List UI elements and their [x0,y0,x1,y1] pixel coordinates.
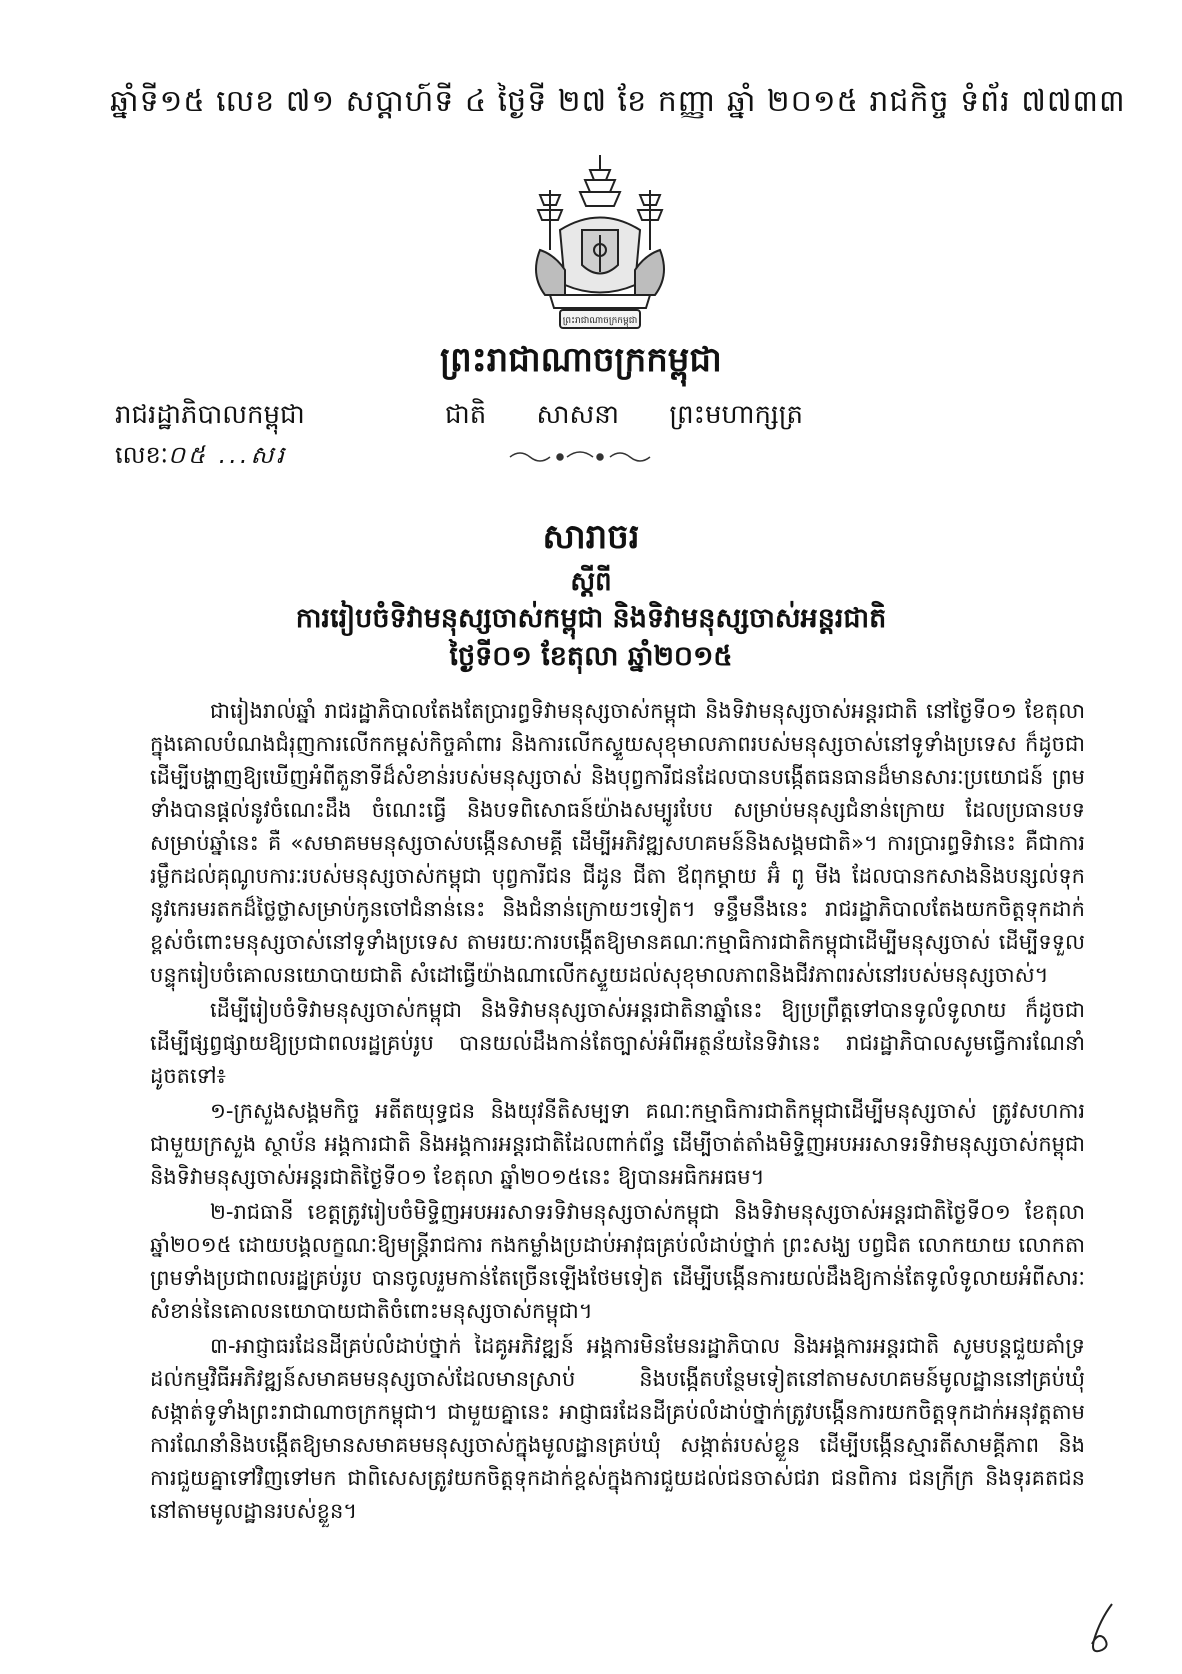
subject-title: ការរៀបចំទិវាមនុស្សចាស់កម្ពុជា និងទិវាមនុស្សចាស់អន្តរជាតិ [295,603,887,634]
document-type: សារាចរ [542,517,640,557]
reference-value: ០៥ ...សរ [168,441,287,469]
body-paragraph-intro: ជារៀងរាល់ឆ្នាំ រាជរដ្ឋាភិបាលតែងតែប្រារព្ធទិវាមនុស្សចាស់កម្ពុជា និងទិវាមនុស្សចាស់អន្តរជាតិ នៅថ្ងៃទី០១ ខែតុលា ក្នុងគោលបំណងជំរុញការលើកកម្ពស់កិច្ចគាំពារ និងការលើកស្ទួយសុខុមាលភាពរបស់មនុស្សចាស់នៅទូទាំងប្រទេស ក៏ដូចជាដើម្បីបង្ហាញឱ្យឃើញអំពីតួនាទីដ៏សំខាន់របស់មនុស្សចាស់ និងបុព្វការីជនដែលបានបង្កើតធនធានដ៏មានសារៈប្រយោជន៍ ព្រមទាំងបានផ្តល់នូវចំណេះដឹង ចំណេះធ្វើ និងបទពិសោធន៍យ៉ាងសម្បូរបែប សម្រាប់មនុស្សជំនាន់ក្រោយ ដែលប្រធានបទសម្រាប់ឆ្នាំនេះ គឺ «សមាគមមនុស្សចាស់បង្កើនសាមគ្គី ដើម្បីអភិវឌ្ឍសហគមន៍និងសង្គមជាតិ»។ ការប្រារព្ធទិវានេះ គឺជាការរម្លឹកដល់គុណូបការៈរបស់មនុស្សចាស់កម្ពុជា បុព្វការីជន ជីដូន ជីតា ឪពុកម្តាយ អ៊ំ ពូ មីង ដែលបានកសាងនិងបន្សល់ទុកនូវកេរមរតកដ៏ថ្លៃថ្លាសម្រាប់កូនចៅជំនាន់នេះ និងជំនាន់ក្រោយៗទៀត។ ទន្ទឹមនឹងនេះ រាជរដ្ឋាភិបាលតែងយកចិត្តទុកដាក់ខ្ពស់ចំពោះមនុស្សចាស់នៅទូទាំងប្រទេស តាមរយៈការបង្កើតឱ្យមានគណៈកម្មាធិការជាតិកម្ពុជាដើម្បីមនុស្សចាស់ ដើម្បីទទួលបន្ទុករៀបចំគោលនយោបាយជាតិ សំដៅធ្វើយ៉ាងណាលើកស្ទួយដល់សុខុមាលភាពនិងជីវភាពរស់នៅរបស់មនុស្សចាស់។ [150,699,1085,987]
royal-coat-of-arms-icon [520,150,680,335]
motto-religion: សាសនា [536,400,620,430]
subject-date: ថ្ងៃទី០១ ខែតុលា ឆ្នាំ២០១៥ [449,641,733,672]
kingdom-title: ព្រះរាជាណាចក្រកម្ពុជា [440,340,722,380]
subject-label: ស្តីពី [570,567,612,597]
reference-label: លេខៈ [115,441,169,469]
motto-nation: ជាតិ [445,400,487,430]
handwritten-page-mark-icon [1080,1600,1120,1660]
gazette-header: ឆ្នាំទី១៥ លេខ ៧១ សប្តាហ៍ទី ៤ ថ្ងៃទី ២៧ ខែ កញ្ញា ឆ្នាំ ២០១៥ រាជកិច្ច ទំព័រ ៧៧៣៣ [110,84,1126,119]
emblem-ribbon-text: ព្រះរាជាណាចក្រកម្ពុជា [562,316,638,326]
reference-number [115,440,287,475]
issuer-name: រាជរដ្ឋាភិបាលកម្ពុជា [115,400,305,430]
document-body [150,695,1085,1530]
body-paragraph-point-1: ១-ក្រសួងសង្គមកិច្ច អតីតយុទ្ធជន និងយុវនីតិសម្បទា គណៈកម្មាធិការជាតិកម្ពុជាដើម្បីមនុស្សចាស់ ត្រូវសហការជាមួយក្រសួង ស្ថាប័ន អង្គការជាតិ និងអង្គការអន្តរជាតិដែលពាក់ព័ន្ធ ដើម្បីចាត់តាំងមិទ្ទិញអបអរសាទរទិវាមនុស្សចាស់កម្ពុជា និងទិវាមនុស្សចាស់អន្តរជាតិថ្ងៃទី០១ ខែតុលា ឆ្នាំ២០១៥នេះ ឱ្យបានអធិកអធម។ [150,1099,1085,1189]
ornament-divider-icon [505,447,655,467]
body-paragraph-instruction: ដើម្បីរៀបចំទិវាមនុស្សចាស់កម្ពុជា និងទិវាមនុស្សចាស់អន្តរជាតិនាឆ្នាំនេះ ឱ្យប្រព្រឹត្តទៅបានទូលំទូលាយ ក៏ដូចជាដើម្បីផ្សព្វផ្សាយឱ្យប្រជាពលរដ្ឋគ្រប់រូប បានយល់ដឹងកាន់តែច្បាស់អំពីអត្ថន័យនៃទិវានេះ រាជរដ្ឋាភិបាលសូមធ្វើការណែនាំដូចតទៅ៖ [150,998,1085,1088]
body-paragraph-point-3: ៣-អាជ្ញាធរដែនដីគ្រប់លំដាប់ថ្នាក់ ដៃគូអភិវឌ្ឍន៍ អង្គការមិនមែនរដ្ឋាភិបាល និងអង្គការអន្តរជាតិ សូមបន្តជួយគាំទ្រដល់កម្មវិធីអភិវឌ្ឍន៍សមាគមមនុស្សចាស់ដែលមានស្រាប់ និងបង្កើតបន្ថែមទៀតនៅតាមសហគមន៍មូលដ្ឋាននៅគ្រប់ឃុំ សង្កាត់ទូទាំងព្រះរាជាណាចក្រកម្ពុជា។ ជាមួយគ្នានេះ អាជ្ញាធរដែនដីគ្រប់លំដាប់ថ្នាក់ត្រូវបង្កើនការយកចិត្តទុកដាក់អនុវត្តតាមការណែនាំនិងបង្កើតឱ្យមានសមាគមមនុស្សចាស់ក្នុងមូលដ្ឋានគ្រប់ឃុំ សង្កាត់របស់ខ្លួន ដើម្បីបង្កើនស្មារតីសាមគ្គីភាព និងការជួយគ្នាទៅវិញទៅមក ជាពិសេសត្រូវយកចិត្តទុកដាក់ខ្ពស់ក្នុងការជួយដល់ជនចាស់ជរា ជនពិការ ជនក្រីក្រ និងទុរគតជន នៅតាមមូលដ្ឋានរបស់ខ្លួន។ [150,1334,1085,1523]
national-motto [445,398,845,436]
body-paragraph-point-2: ២-រាជធានី ខេត្តត្រូវរៀបចំមិទ្ទិញអបអរសាទរទិវាមនុស្សចាស់កម្ពុជា និងទិវាមនុស្សចាស់អន្តរជាតិថ្ងៃទី០១ ខែតុលា ឆ្នាំ២០១៥ ដោយបង្គលក្ខណៈឱ្យមន្ត្រីរាជការ កងកម្លាំងប្រដាប់អាវុធគ្រប់លំដាប់ថ្នាក់ ព្រះសង្ឃ បព្វជិត លោកយាយ លោកតា ព្រមទាំងប្រជាពលរដ្ឋគ្រប់រូប បានចូលរួមកាន់តែច្រើនឡើងថែមទៀត ដើម្បីបង្កើនការយល់ដឹងឱ្យកាន់តែទូលំទូលាយអំពីសារៈសំខាន់នៃគោលនយោបាយជាតិចំពោះមនុស្សចាស់កម្ពុជា។ [150,1200,1085,1323]
motto-king: ព្រះមហាក្សត្រ [669,400,804,430]
